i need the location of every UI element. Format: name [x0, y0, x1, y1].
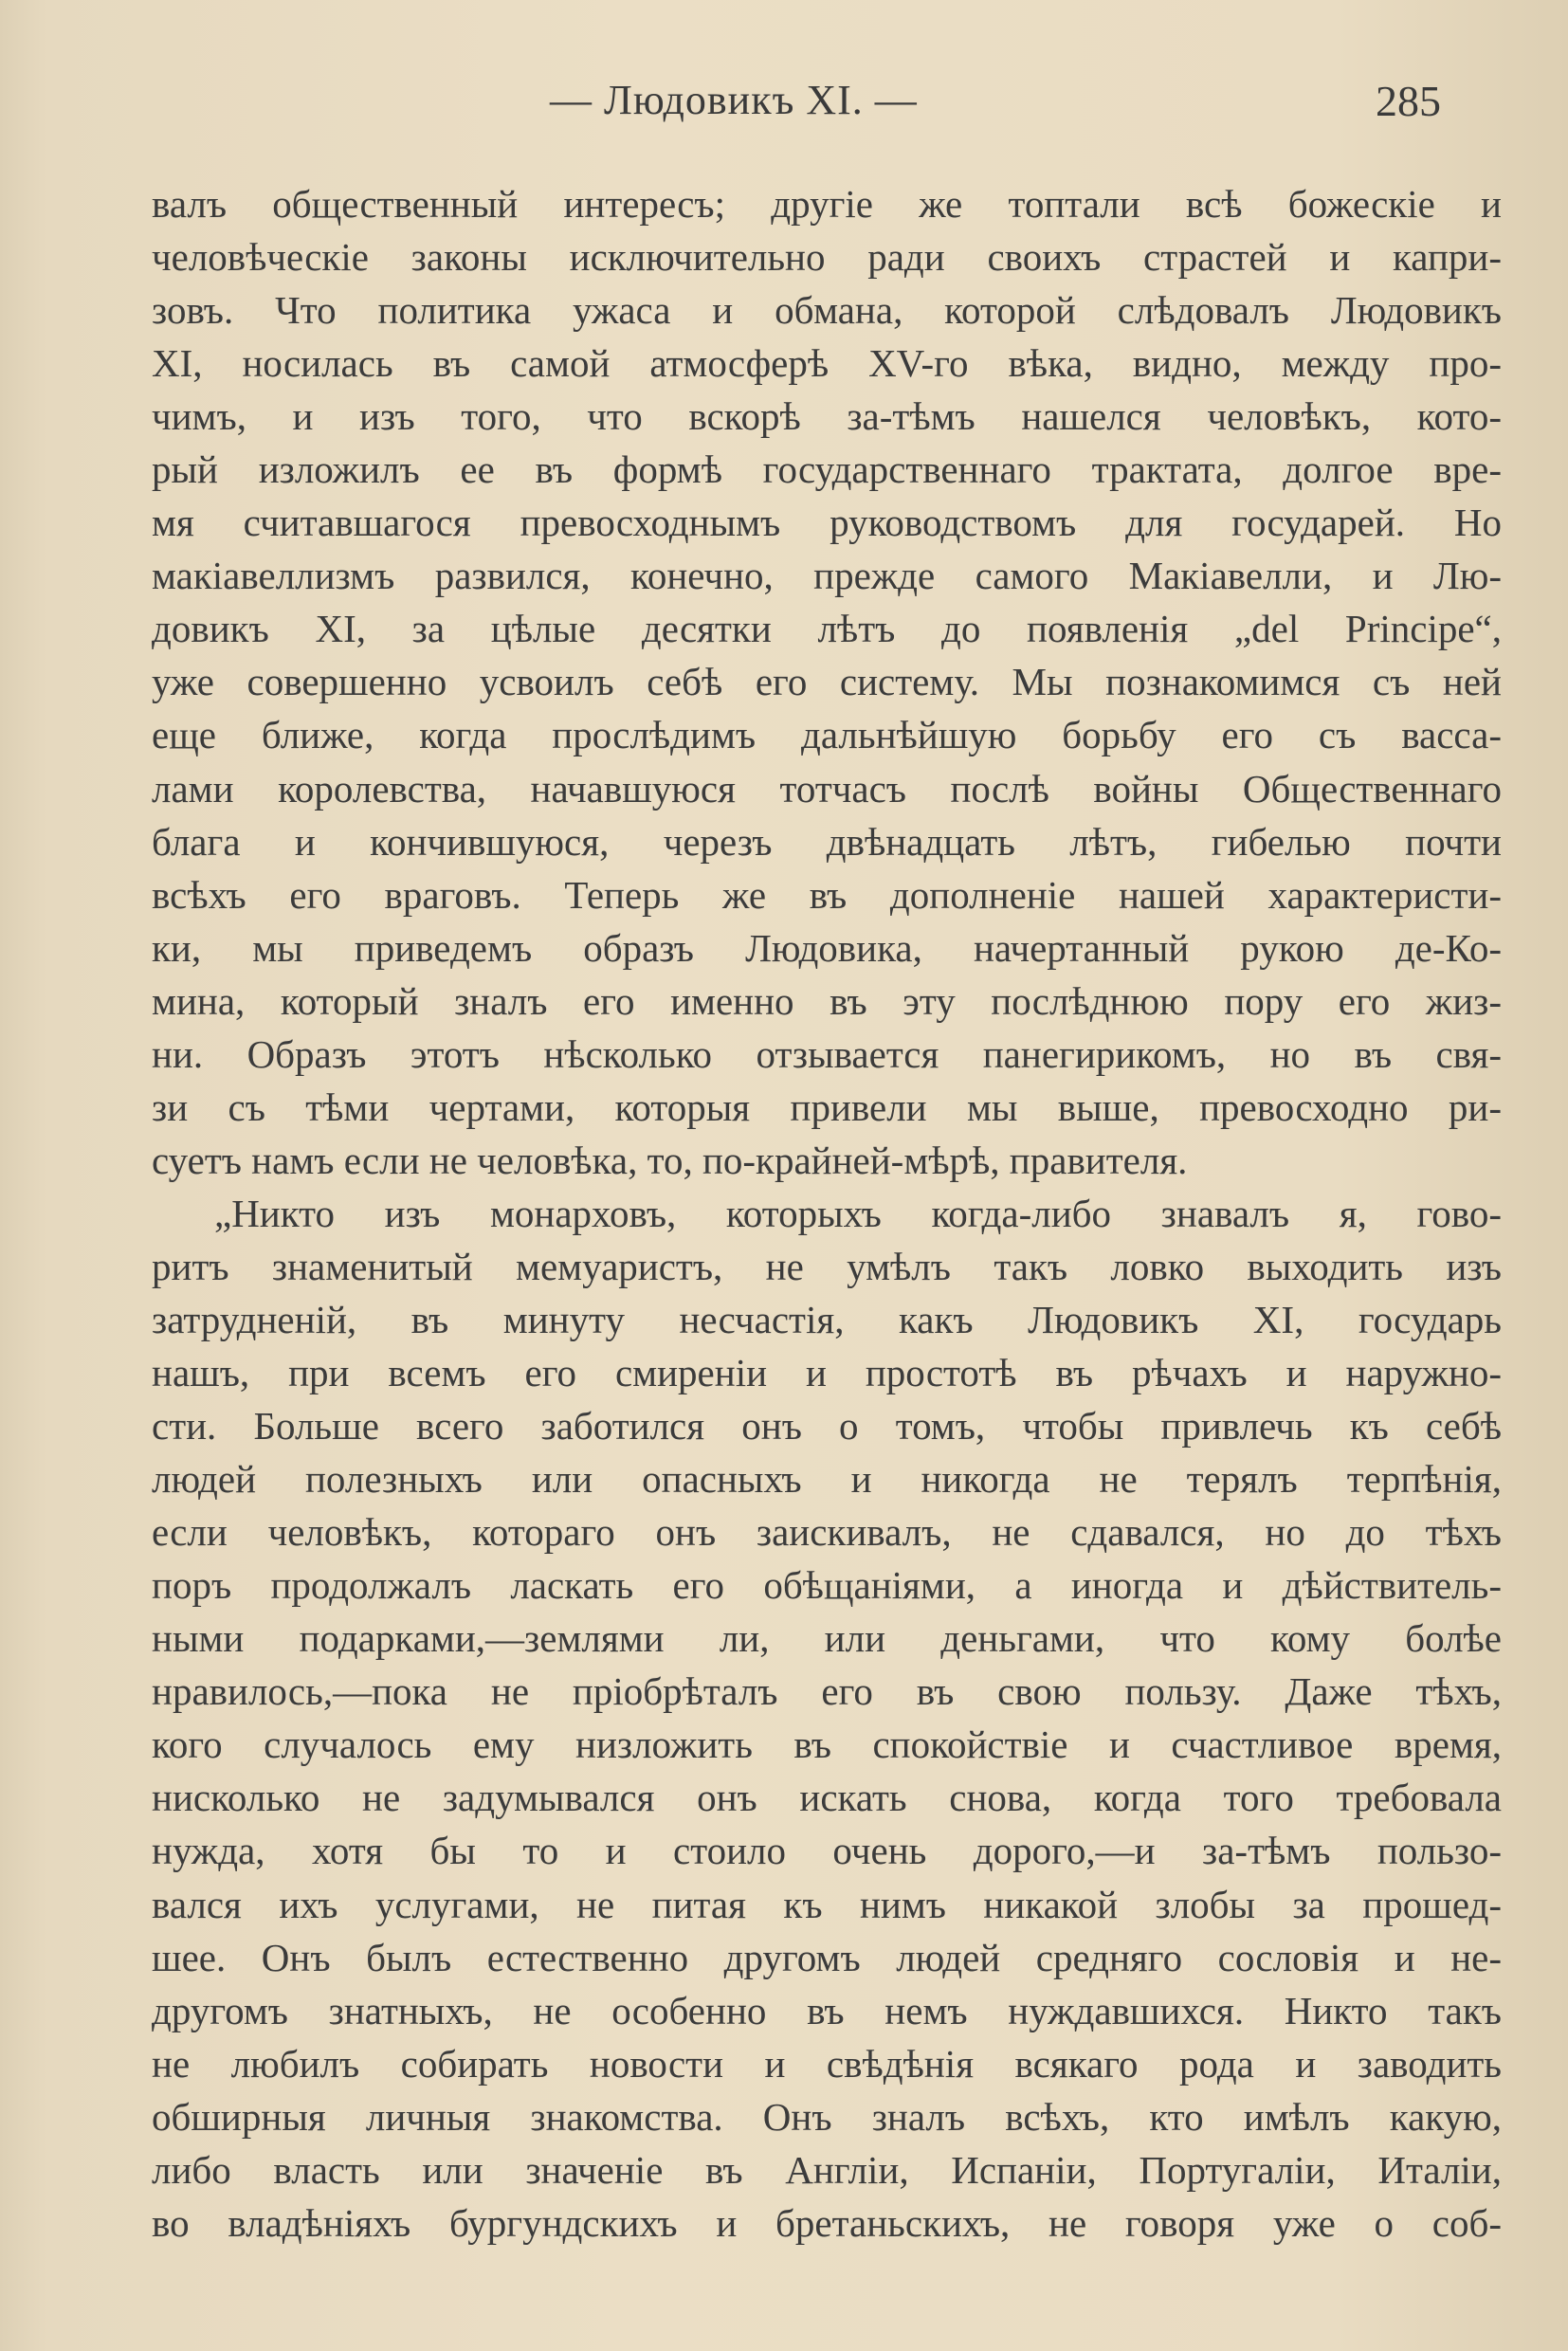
text-line: вался ихъ услугами, не питая къ нимъ никакой злобы за прошед- — [152, 1882, 1502, 1926]
text-line: ритъ знаменитый мемуаристъ, не умѣлъ такъ ловко выходить изъ — [152, 1244, 1502, 1288]
text-line: затрудненій, въ минуту несчастія, какъ Людовикъ XI, государь — [152, 1297, 1502, 1341]
text-line: сти. Больше всего заботился онъ о томъ, чтобы привлечь къ себѣ — [152, 1404, 1502, 1449]
page-header — [152, 76, 1441, 133]
text-line: валъ общественный интересъ; другіе же топтали всѣ божескіе и — [152, 182, 1502, 226]
text-line: рый изложилъ ее въ формѣ государственнаго трактата, долгое вре- — [152, 447, 1502, 492]
quote-first-line: „Никто изъ монарховъ, которыхъ когда-либо знавалъ я, гово- — [214, 1191, 1502, 1235]
text-line: блага и кончившуюся, черезъ двѣнадцать лѣтъ, гибелью почти — [152, 819, 1502, 864]
text-line: во владѣніяхъ бургундскихъ и бретаньскихъ, не говоря уже о соб- — [152, 2200, 1502, 2245]
body-text — [152, 177, 1502, 2250]
text-line: если человѣкъ, котораго онъ заискивалъ, не сдавался, но до тѣхъ — [152, 1510, 1502, 1555]
text-line: чимъ, и изъ того, что вскорѣ за-тѣмъ нашелся человѣкъ, кото- — [152, 394, 1502, 439]
text-line: нравилось,—пока не пріобрѣталъ его въ свою пользу. Даже тѣхъ, — [152, 1669, 1502, 1714]
text-line: макіавеллизмъ развился, конечно, прежде самого Макіавелли, и Лю- — [152, 554, 1502, 598]
text-line: лами королевства, начавшуюся тотчасъ послѣ войны Общественнаго — [152, 766, 1502, 811]
running-title: — Людовикъ XI. — — [550, 77, 918, 123]
text-line: кого случалось ему низложить въ спокойствіе и счастливое время, — [152, 1722, 1502, 1767]
text-line: людей полезныхъ или опасныхъ и никогда не терялъ терпѣнія, — [152, 1457, 1502, 1502]
text-line: мя считавшагося превосходнымъ руководствомъ для государей. Но — [152, 501, 1502, 545]
text-line: либо власть или значеніе въ Англіи, Испаніи, Португаліи, Италіи, — [152, 2147, 1502, 2192]
text-line: мина, который зналъ его именно въ эту послѣднюю пору его жиз- — [152, 978, 1502, 1023]
text-line: довикъ XI, за цѣлые десятки лѣтъ до появленія „del Principe“, — [152, 607, 1502, 651]
text-line: не любилъ собирать новости и свѣдѣнія всякаго рода и заводить — [152, 2041, 1502, 2086]
text-line: человѣческіе законы исключительно ради своихъ страстей и капри- — [152, 235, 1502, 280]
text-line: XI, носилась въ самой атмосферѣ XV-го вѣка, видно, между про- — [152, 341, 1502, 386]
text-line: ки, мы приведемъ образъ Людовика, начертанный рукою де-Ко- — [152, 925, 1502, 970]
text-line: шее. Онъ былъ естественно другомъ людей средняго сословія и не- — [152, 1935, 1502, 1979]
text-line: зи съ тѣми чертами, которыя привели мы выше, превосходно ри- — [152, 1084, 1502, 1129]
paragraph-last-line: суетъ намъ если не человѣка, то, по-крайней-мѣрѣ, правителя. — [152, 1138, 1188, 1182]
text-line: уже совершенно усвоилъ себѣ его систему. Мы познакомимся съ ней — [152, 660, 1502, 704]
text-line: нашъ, при всемъ его смиреніи и простотѣ въ рѣчахъ и наружно- — [152, 1351, 1502, 1395]
text-line: нисколько не задумывался онъ искать снова, когда того требовала — [152, 1776, 1502, 1820]
text-line: еще ближе, когда прослѣдимъ дальнѣйшую борьбу его съ васса- — [152, 713, 1502, 757]
text-line: нужда, хотя бы то и стоило очень дорого,—и за-тѣмъ пользо- — [152, 1829, 1502, 1873]
text-line: другомъ знатныхъ, не особенно въ немъ нуждавшихся. Никто такъ — [152, 1988, 1502, 2032]
text-line: обширныя личныя знакомства. Онъ зналъ всѣхъ, кто имѣлъ какую, — [152, 2094, 1502, 2139]
text-line: ными подарками,—землями ли, или деньгами, что кому болѣе — [152, 1616, 1502, 1661]
text-line: зовъ. Что политика ужаса и обмана, которой слѣдовалъ Людовикъ — [152, 288, 1502, 333]
text-line: ни. Образъ этотъ нѣсколько отзывается панегирикомъ, но въ свя- — [152, 1031, 1502, 1076]
text-line: всѣхъ его враговъ. Теперь же въ дополненіе нашей характеристи- — [152, 872, 1502, 917]
page-number: 285 — [1376, 77, 1441, 125]
text-line: поръ продолжалъ ласкать его обѣщаніями, а иногда и дѣйствитель- — [152, 1563, 1502, 1608]
